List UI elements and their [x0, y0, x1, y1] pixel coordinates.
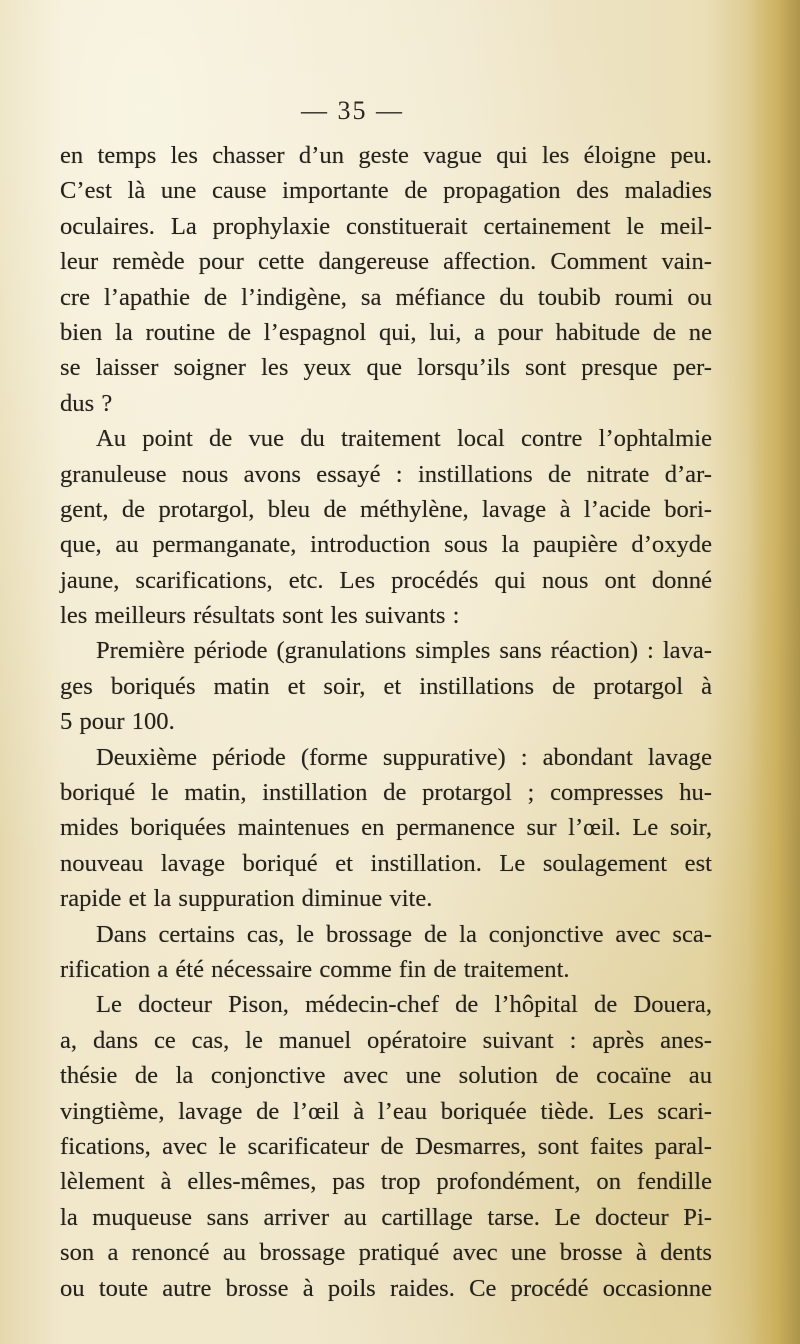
text-line: se laisser soigner les yeux que lorsqu’ils sont presque per- [60, 354, 712, 382]
text-line: son a renoncé au brossage pratiqué avec une brosse à dents [60, 1239, 712, 1267]
text-line: cre l’apathie de l’indigène, sa méfiance du toubib roumi ou [60, 283, 712, 311]
text-line: boriqué le matin, instillation de protargol ; compresses hu- [60, 779, 712, 807]
text-line: lèlement à elles-mêmes, pas trop profondément, on fendille [60, 1168, 712, 1196]
text-line: mides boriquées maintenues en permanence sur l’œil. Le soir, [60, 814, 712, 842]
text-line: oculaires. La prophylaxie constituerait certainement le meil- [60, 212, 712, 240]
text-line: fications, avec le scarificateur de Desmarres, sont faites paral- [60, 1132, 712, 1160]
text-line: jaune, scarifications, etc. Les procédés qui nous ont donné [60, 566, 712, 594]
text-line: que, au permanganate, introduction sous la paupière d’oxyde [60, 531, 712, 559]
text-line: Dans certains cas, le brossage de la conjonctive avec sca- [96, 920, 712, 948]
text-line: ou toute autre brosse à poils raides. Ce procédé occasionne [60, 1274, 712, 1302]
text-line: thésie de la conjonctive avec une solution de cocaïne au [60, 1062, 712, 1090]
text-line: rification a été nécessaire comme fin de traitement. [60, 955, 570, 983]
text-line: nouveau lavage boriqué et instillation. Le soulagement est [60, 849, 712, 877]
text-line: Première période (granulations simples sans réaction) : lava- [96, 637, 712, 665]
text-line: Le docteur Pison, médecin-chef de l’hôpital de Douera, [96, 991, 712, 1019]
text-line: Deuxième période (forme suppurative) : abondant lavage [96, 743, 712, 771]
body-text [60, 138, 712, 1306]
text-line: la muqueuse sans arriver au cartillage tarse. Le docteur Pi- [60, 1203, 712, 1231]
page-number: — 35 — [301, 96, 404, 125]
text-line: leur remède pour cette dangereuse affection. Comment vain- [60, 248, 712, 276]
text-line: gent, de protargol, bleu de méthylène, lavage à l’acide bori- [60, 495, 712, 523]
text-line: 5 pour 100. [60, 708, 175, 736]
text-line: vingtième, lavage de l’œil à l’eau boriquée tiède. Les scari- [60, 1097, 712, 1125]
text-line: Au point de vue du traitement local contre l’ophtalmie [96, 425, 712, 453]
text-line: dus ? [60, 389, 113, 417]
text-line: bien la routine de l’espagnol qui, lui, a pour habitude de ne [60, 318, 712, 346]
text-line: a, dans ce cas, le manuel opératoire suivant : après anes- [60, 1026, 712, 1054]
text-line: les meilleurs résultats sont les suivants : [60, 602, 460, 630]
text-line: en temps les chasser d’un geste vague qui les éloigne peu. [60, 142, 712, 169]
text-line: ges boriqués matin et soir, et instillations de protargol à [60, 672, 712, 700]
text-line: C’est là une cause importante de propagation des maladies [60, 177, 712, 205]
text-line: rapide et la suppuration diminue vite. [60, 885, 433, 913]
page-edge-stain [748, 0, 800, 1344]
text-line: granuleuse nous avons essayé : instillations de nitrate d’ar- [60, 460, 712, 488]
